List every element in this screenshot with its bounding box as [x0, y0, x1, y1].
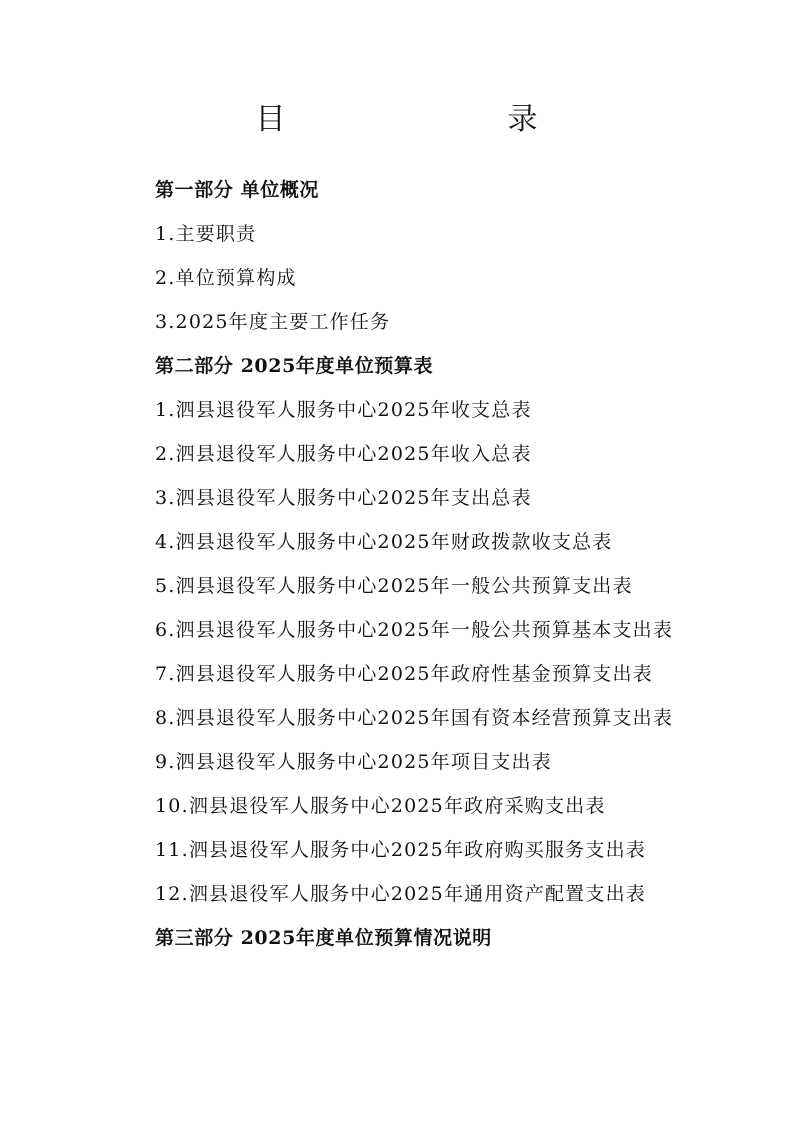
toc-item: 3.2025年度主要工作任务	[155, 311, 391, 333]
toc-item: 10.泗县退役军人服务中心2025年政府采购支出表	[155, 795, 606, 817]
toc-part-2-heading: 第二部分 2025年度单位预算表	[155, 355, 434, 377]
toc-item: 5.泗县退役军人服务中心2025年一般公共预算支出表	[155, 575, 633, 597]
toc-item: 4.泗县退役军人服务中心2025年财政拨款收支总表	[155, 531, 613, 553]
toc-item: 11.泗县退役军人服务中心2025年政府购买服务支出表	[155, 839, 646, 861]
toc-part-3-heading: 第三部分 2025年度单位预算情况说明	[155, 927, 492, 949]
toc-item: 7.泗县退役军人服务中心2025年政府性基金预算支出表	[155, 663, 653, 685]
toc-item: 1.主要职责	[155, 223, 257, 245]
toc-item: 8.泗县退役军人服务中心2025年国有资本经营预算支出表	[155, 707, 674, 729]
toc-item: 2.单位预算构成	[155, 267, 297, 289]
page-title: 目 录	[255, 102, 592, 137]
toc-item: 2.泗县退役军人服务中心2025年收入总表	[155, 443, 532, 465]
toc-item: 9.泗县退役军人服务中心2025年项目支出表	[155, 751, 552, 773]
toc-item: 6.泗县退役军人服务中心2025年一般公共预算基本支出表	[155, 619, 674, 641]
toc-item: 12.泗县退役军人服务中心2025年通用资产配置支出表	[155, 883, 646, 905]
toc-item: 3.泗县退役军人服务中心2025年支出总表	[155, 487, 532, 509]
table-of-contents	[115, 168, 675, 960]
toc-item: 1.泗县退役军人服务中心2025年收支总表	[155, 399, 532, 421]
toc-part-1-heading: 第一部分 单位概况	[155, 179, 320, 201]
